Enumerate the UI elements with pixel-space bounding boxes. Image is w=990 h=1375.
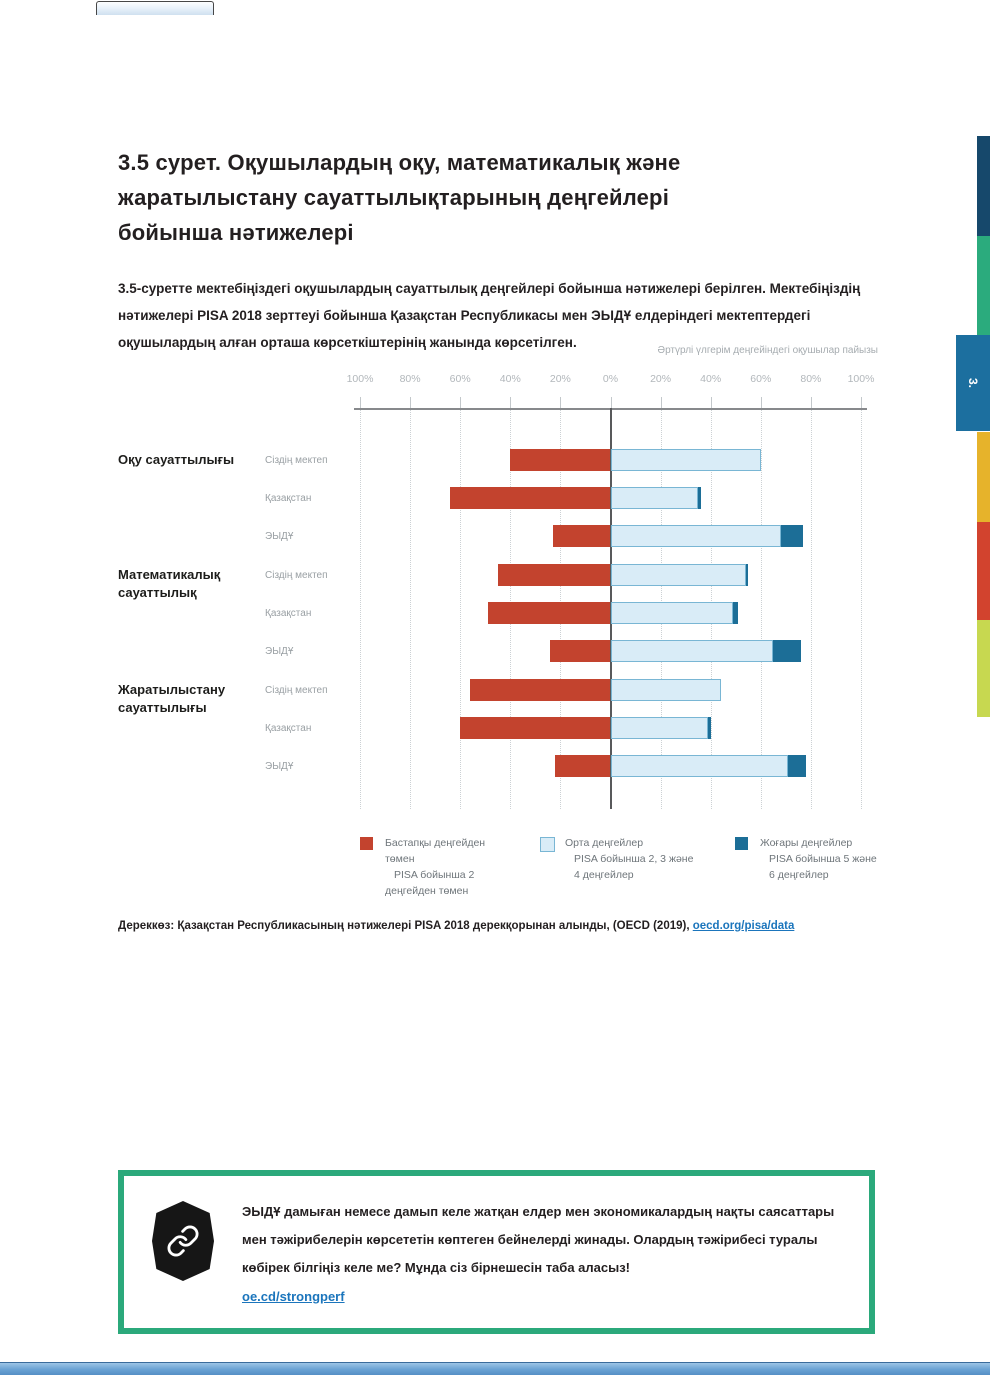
bar-high-levels	[773, 640, 801, 662]
legend-item	[360, 835, 485, 899]
axis-tick-label: 80%	[800, 373, 822, 385]
gridline	[761, 410, 762, 809]
chart-row-label: ЭЫДҰ	[265, 761, 294, 772]
axis-tick-label: 100%	[346, 373, 374, 385]
figure-title: 3.5 сурет. Оқушылардың оқу, математикалық және жаратылыстану сауаттылықтарының деңгейлері бойынша нәтижелері	[118, 149, 681, 245]
chart-row-label: Сіздің мектеп	[265, 570, 328, 581]
axis-tick-label: 20%	[650, 373, 672, 385]
axis-tick-label: 40%	[499, 373, 521, 385]
strip-segment-yellow	[977, 432, 990, 522]
legend-swatch	[540, 837, 555, 852]
strip-segment-lime	[977, 620, 990, 717]
gridline	[811, 410, 812, 809]
bar-mid-levels	[611, 640, 774, 662]
chart-group-label: Математикалық сауаттылық	[118, 567, 221, 600]
figure-intro-paragraph: 3.5-суретте мектебіңіздегі оқушылардың сауаттылық деңгейлері бойынша нәтижелері берілген. Мектебіңіздің нәтижелері PISA 2018 зерттеуі бойынша Қазақстан Республикасы мен ЭЫДҰ елдеріндегі мектептердегі оқушылардың алған орташа көрсеткіштерінің жанында көрсетілген.	[118, 280, 861, 350]
bar-mid-levels	[611, 602, 734, 624]
bar-mid-levels	[611, 755, 789, 777]
legend-item	[540, 835, 693, 883]
callout-text: ЭЫДҰ дамыған немесе дамып келе жатқан елдер мен экономикалардың нақты саясаттары мен тәжірибелерін көрсететін көптеген бейнелерді жинады. Олардың тәжірибесі туралы көбірек білгіңіз келе ме? Мұнда сіз бірнешесін таба аласыз!	[242, 1204, 835, 1275]
chart-row-label: Қазақстан	[265, 723, 312, 734]
chart-axis-label: Әртүрлі үлгерім деңгейіндегі оқушылар пайызы	[657, 345, 878, 356]
link-chain-icon	[152, 1201, 214, 1281]
axis-tick-label: 60%	[449, 373, 471, 385]
taskbar-button[interactable]	[96, 1, 214, 15]
chart-row-label: Сіздің мектеп	[265, 455, 328, 466]
taskbar	[0, 1362, 990, 1375]
callout-box	[118, 1170, 875, 1334]
bar-high-levels	[781, 525, 804, 547]
chart-row-label: Сіздің мектеп	[265, 685, 328, 696]
gridline	[861, 410, 862, 809]
bar-below-level2	[553, 525, 611, 547]
legend-item	[735, 835, 877, 883]
source-link[interactable]: oecd.org/pisa/data	[692, 919, 795, 932]
bar-mid-levels	[611, 564, 746, 586]
bar-below-level2	[555, 755, 610, 777]
bar-high-levels	[746, 564, 749, 586]
source-note	[118, 920, 888, 932]
chart-row-label: ЭЫДҰ	[265, 646, 294, 657]
chart-group-label: Жаратылыстану сауаттылығы	[118, 682, 226, 715]
bar-mid-levels	[611, 449, 761, 471]
gridline	[360, 410, 361, 809]
bar-high-levels	[708, 717, 711, 739]
callout-link[interactable]: oe.cd/strongperf	[242, 1289, 345, 1304]
strip-segment-navy	[977, 136, 990, 236]
bar-mid-levels	[611, 717, 709, 739]
callout-text-block	[242, 1198, 842, 1311]
legend-label: Орта деңгейлер PISA бойынша 2, 3 және 4 деңгейлер	[565, 837, 694, 881]
gridline	[410, 410, 411, 809]
axis-tick-label: 0%	[602, 373, 619, 385]
axis-tick-label: 80%	[399, 373, 421, 385]
legend-swatch	[360, 837, 373, 850]
legend-swatch	[735, 837, 748, 850]
axis-tick-label: 20%	[549, 373, 571, 385]
bar-high-levels	[698, 487, 701, 509]
bar-below-level2	[550, 640, 610, 662]
axis-tick-label: 60%	[750, 373, 772, 385]
strip-segment-red	[977, 522, 990, 620]
bar-below-level2	[470, 679, 610, 701]
bar-below-level2	[450, 487, 610, 509]
axis-tick-label: 100%	[847, 373, 875, 385]
legend-label: Бастапқы деңгейден төмен PISA бойынша 2 деңгейден төмен	[385, 837, 486, 897]
chapter-tab-label: 3.	[965, 377, 980, 389]
chart-row-label: Қазақстан	[265, 493, 312, 504]
strip-segment-green	[977, 236, 990, 335]
bar-mid-levels	[611, 525, 781, 547]
axis-tick-label: 40%	[700, 373, 722, 385]
pisa-levels-chart	[118, 345, 878, 910]
bar-below-level2	[510, 449, 610, 471]
bar-mid-levels	[611, 487, 699, 509]
chart-group-label: Оқу сауаттылығы	[118, 452, 235, 467]
chapter-tab[interactable]	[956, 335, 990, 431]
chart-row-label: Қазақстан	[265, 608, 312, 619]
bar-below-level2	[488, 602, 611, 624]
bar-below-level2	[498, 564, 611, 586]
bar-high-levels	[788, 755, 806, 777]
bar-below-level2	[460, 717, 610, 739]
gridline	[460, 410, 461, 809]
chart-row-label: ЭЫДҰ	[265, 531, 294, 542]
source-text: Қазақстан Республикасының нәтижелері PISA 2018 дерекқорынан алынды, (OECD (2019),	[174, 919, 693, 932]
bar-high-levels	[733, 602, 738, 624]
source-prefix: Дереккөз:	[118, 919, 175, 932]
legend-label: Жоғары деңгейлер PISA бойынша 5 және 6 деңгейлер	[760, 837, 877, 881]
bar-mid-levels	[611, 679, 721, 701]
